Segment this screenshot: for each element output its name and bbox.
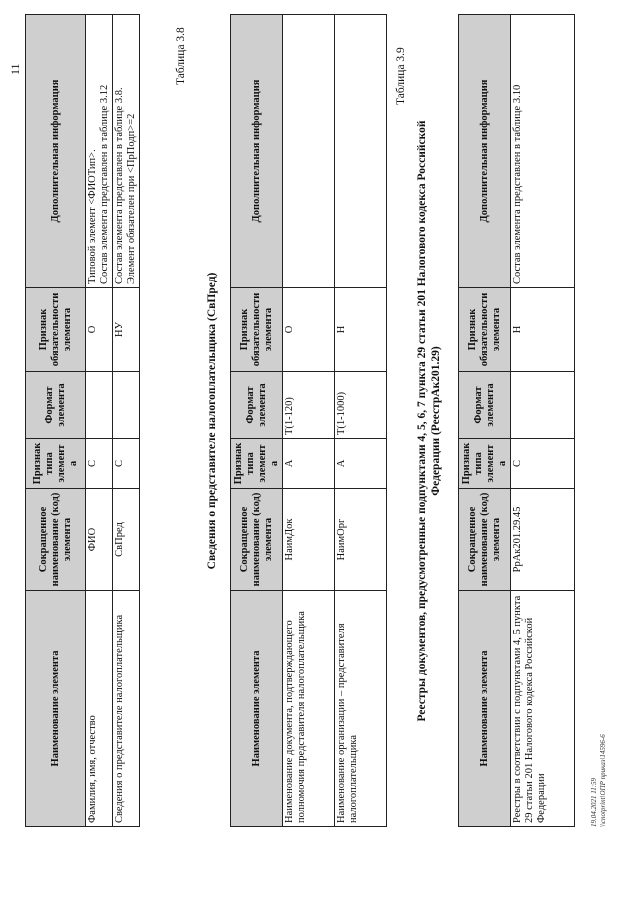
header-cell: Признак обязательности элемента	[459, 288, 511, 372]
header-cell: Признак обязательности элемента	[231, 288, 283, 372]
table-number-label: Таблица 3.8	[175, 27, 187, 85]
header-cell: Сокращенное наименование (код) элемента	[231, 489, 283, 591]
table-caption-line: Федерации (РеестрАк201.29)	[430, 346, 442, 496]
cell-format: T(1-120)	[283, 372, 335, 439]
table-row	[283, 15, 335, 827]
cell-type: А	[335, 439, 387, 489]
page-number: 11	[8, 63, 22, 75]
header-cell: Признак типа элемента	[26, 439, 86, 489]
table-row	[335, 15, 387, 827]
cell-type: С	[511, 439, 575, 489]
cell-info: Состав элемента представлен в таблице 3.10	[511, 15, 575, 288]
table-continuation	[25, 14, 140, 827]
header-cell: Наименование элемента	[231, 591, 283, 827]
cell-name: Наименование документа, подтверждающего полномочия представителя налогоплательщика	[283, 591, 335, 827]
header-cell: Сокращенное наименование (код) элемента	[459, 489, 511, 591]
cell-required: О	[86, 288, 113, 372]
table-header-row	[459, 15, 511, 827]
header-cell: Признак типа элемента	[231, 439, 283, 489]
cell-required: Н	[511, 288, 575, 372]
table-caption-line: Реестры документов, предусмотренные подпунктами 4, 5, 6, 7 пункта 29 статьи 201 Налогового кодекса Российской	[416, 120, 428, 722]
cell-code: РрАк201.29.45	[511, 489, 575, 591]
cell-type: С	[113, 439, 140, 489]
cell-required: Н	[335, 288, 387, 372]
cell-code: НаимОрг	[335, 489, 387, 591]
cell-info: Состав элемента представлен в таблице 3.8. Элемент обязателен при <ПрПодп>=2	[113, 15, 140, 288]
header-cell: Дополнительная информация	[26, 15, 86, 288]
table-row	[86, 15, 113, 827]
footer-stamp	[590, 734, 608, 827]
cell-format: T(1-1000)	[335, 372, 387, 439]
header-cell: Признак типа элемента	[459, 439, 511, 489]
cell-info: Типовой элемент <ФИОТип>. Состав элемента представлен в таблице 3.12	[86, 15, 113, 288]
header-cell: Наименование элемента	[26, 591, 86, 827]
cell-code: НаимДок	[283, 489, 335, 591]
cell-name: Фамилия, имя, отчество	[86, 591, 113, 827]
table-3-9	[458, 14, 575, 827]
cell-format	[511, 372, 575, 439]
cell-required: О	[283, 288, 335, 372]
table-caption: Сведения о представителе налогоплательщика (СвПред)	[206, 272, 218, 570]
table-row	[511, 15, 575, 827]
header-cell: Формат элемента	[459, 372, 511, 439]
cell-type: С	[86, 439, 113, 489]
cell-name: Наименование организации – представителя налогоплательщика	[335, 591, 387, 827]
header-cell: Дополнительная информация	[231, 15, 283, 288]
footer-path: \\cnotprint\ОПР приказ\14596-6	[599, 734, 607, 827]
header-cell: Формат элемента	[26, 372, 86, 439]
table-row	[113, 15, 140, 827]
cell-code: СвПред	[113, 489, 140, 591]
cell-code: ФИО	[86, 489, 113, 591]
cell-format	[113, 372, 140, 439]
header-cell: Формат элемента	[231, 372, 283, 439]
cell-info	[335, 15, 387, 288]
header-cell: Признак обязательности элемента	[26, 288, 86, 372]
table-header-row	[231, 15, 283, 827]
cell-name: Реестры в соответствии с подпунктами 4, 5 пункта 29 статьи 201 Налогового кодекса Российской Федерации	[511, 591, 575, 827]
cell-info	[283, 15, 335, 288]
cell-type: А	[283, 439, 335, 489]
footer-date: 19.04.2021 11:59	[590, 777, 598, 827]
cell-required: НУ	[113, 288, 140, 372]
table-header-row	[26, 15, 86, 827]
cell-name: Сведения о представителе налогоплательщика	[113, 591, 140, 827]
header-cell: Сокращенное наименование (код) элемента	[26, 489, 86, 591]
table-caption	[415, 15, 443, 827]
table-number-label: Таблица 3.9	[395, 47, 407, 105]
cell-format	[86, 372, 113, 439]
table-3-8	[230, 14, 387, 827]
header-cell: Наименование элемента	[459, 591, 511, 827]
header-cell: Дополнительная информация	[459, 15, 511, 288]
